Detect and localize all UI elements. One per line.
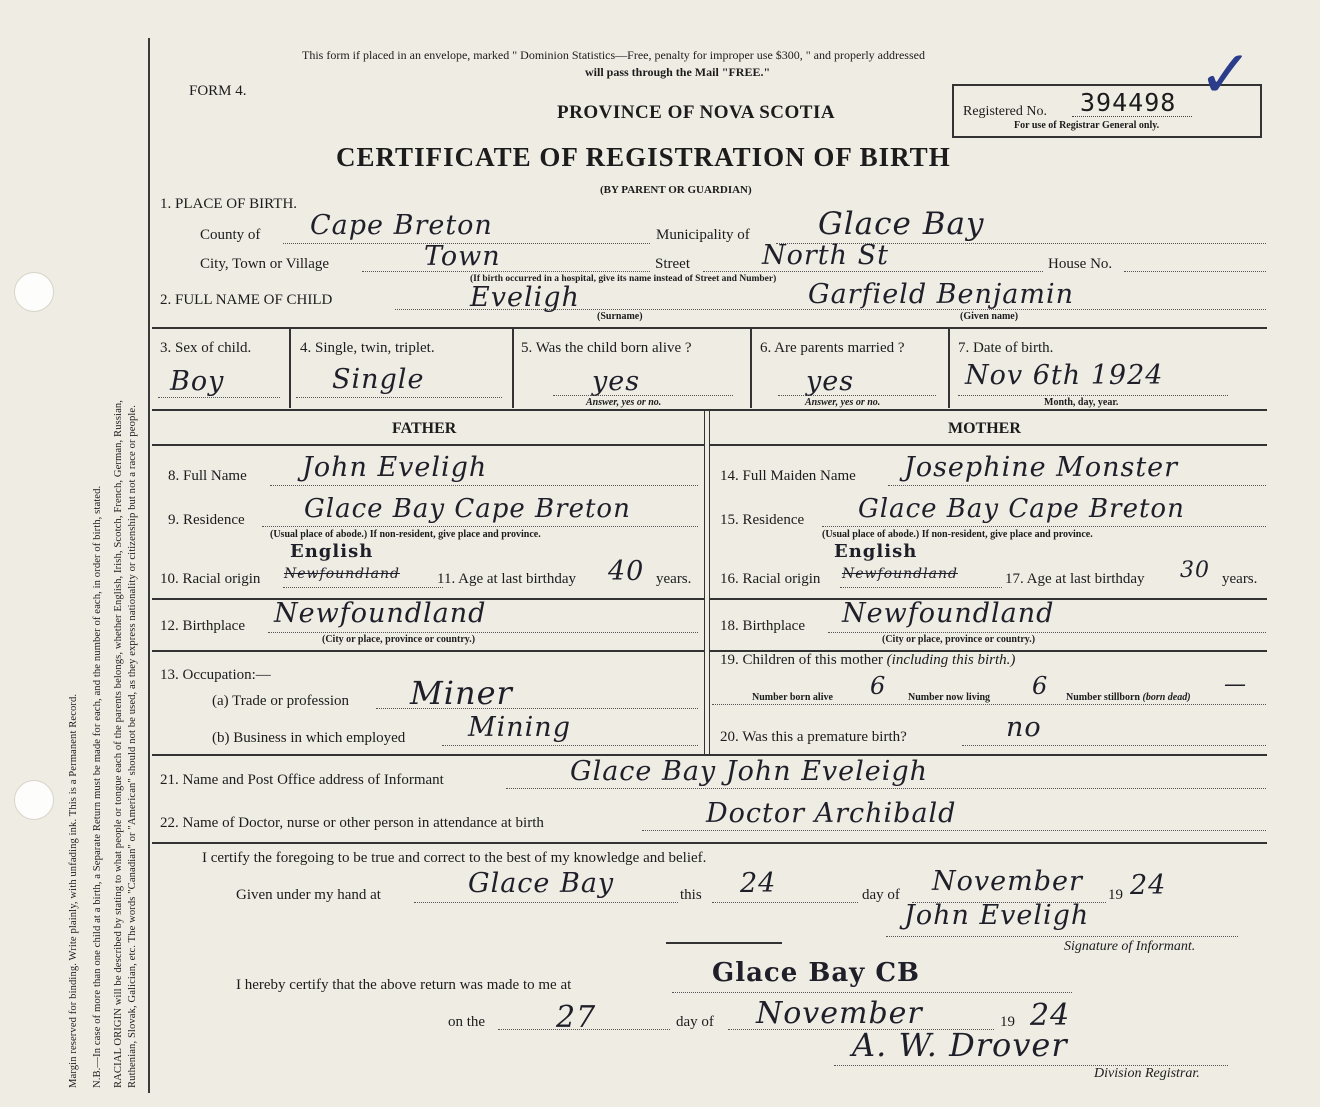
mother-residence-caption: (Usual place of abode.) If non-resident, give place and province. — [822, 529, 1093, 540]
hospital-note: (If birth occurred in a hospital, give its name instead of Street and Number) — [470, 274, 777, 284]
father-residence-caption: (Usual place of abode.) If non-resident, give place and province. — [270, 529, 541, 540]
premature-label: 20. Was this a premature birth? — [720, 729, 907, 745]
registrar-place-line — [672, 992, 1072, 993]
on-the-label: on the — [448, 1014, 486, 1030]
mother-age-value: 30 — [1180, 558, 1210, 583]
mother-name-label: 14. Full Maiden Name — [720, 468, 856, 484]
signature-line — [886, 936, 1238, 937]
informant-signature: John Eveligh — [904, 900, 1090, 931]
mother-heading: MOTHER — [948, 420, 1021, 437]
binding-hole-top — [14, 272, 54, 312]
child-given-name: Garfield Benjamin — [808, 279, 1074, 310]
born-alive-label: 5. Was the child born alive ? — [521, 340, 692, 356]
father-heading: FATHER — [392, 420, 457, 437]
father-racial-struck: Newfoundland — [284, 566, 400, 582]
registered-underline — [1072, 116, 1192, 117]
mother-residence-line — [822, 526, 1266, 527]
mother-birthplace-caption: (City or place, province or country.) — [882, 634, 1036, 645]
city-label: City, Town or Village — [200, 256, 330, 272]
postal-notice-2: will pass through the Mail "FREE." — [585, 65, 771, 79]
father-name-label: 8. Full Name — [168, 468, 247, 484]
province-heading: PROVINCE OF NOVA SCOTIA — [557, 102, 836, 123]
document-subtitle: (BY PARENT OR GUARDIAN) — [600, 184, 752, 196]
plurality-value: Single — [332, 364, 425, 395]
mother-racial-line — [840, 587, 1002, 588]
city-value: Town — [424, 241, 501, 272]
father-racial-line — [283, 587, 443, 588]
street-line — [703, 271, 1043, 272]
born-alive-count-label: Number born alive — [752, 692, 833, 703]
father-age-value: 40 — [608, 556, 645, 587]
parents-married-label: 6. Are parents married ? — [760, 340, 905, 356]
father-name-value: John Eveligh — [302, 452, 488, 483]
stillborn-value: — — [1224, 672, 1247, 697]
mother-racial-label: 16. Racial origin — [720, 571, 821, 587]
given-place-line — [414, 902, 678, 903]
informant-label: 21. Name and Post Office address of Informant — [160, 772, 444, 788]
registrar-signature: A. W. Drover — [852, 1026, 1068, 1064]
father-heading-rule — [152, 444, 704, 446]
registrar-caption: Division Registrar. — [1094, 1066, 1200, 1081]
check-mark-icon: ✓ — [1198, 36, 1254, 113]
surname-caption: (Surname) — [597, 311, 643, 322]
year-value: 24 — [1130, 870, 1167, 901]
stillborn-label: Number stillborn (born dead) — [1066, 692, 1191, 703]
mother-name-value: Josephine Monster — [904, 452, 1179, 483]
born-alive-caption: Answer, yes or no. — [586, 397, 662, 408]
given-under-label: Given under my hand at — [236, 887, 381, 903]
parents-married-value: yes — [806, 366, 855, 397]
mother-name-line — [888, 485, 1266, 486]
doctor-label: 22. Name of Doctor, nurse or other person in attendance at birth — [160, 815, 544, 831]
house-label: House No. — [1048, 256, 1113, 272]
mother-age-unit: years. — [1222, 571, 1258, 587]
parents-married-caption: Answer, yes or no. — [805, 397, 881, 408]
father-residence-value: Glace Bay Cape Breton — [304, 494, 631, 524]
reg-day-value: 27 — [556, 1000, 597, 1035]
doctor-line — [642, 830, 1266, 831]
plurality-label: 4. Single, twin, triplet. — [300, 340, 435, 356]
given-place-value: Glace Bay — [468, 868, 615, 899]
father-birthplace-label: 12. Birthplace — [160, 618, 245, 634]
premature-line — [962, 745, 1266, 746]
street-value: North St — [762, 240, 889, 271]
divider-details-2 — [512, 328, 514, 408]
this-label: this — [680, 887, 702, 903]
date-of-birth-label: 7. Date of birth. — [958, 340, 1054, 356]
business-label: (b) Business in which employed — [212, 730, 406, 746]
binding-hole-bottom — [14, 780, 54, 820]
child-name-label: 2. FULL NAME OF CHILD — [160, 292, 333, 308]
year-prefix: 19 — [1108, 887, 1123, 903]
registrar-place-value: Glace Bay CB — [712, 958, 921, 988]
father-birthplace-value: Newfoundland — [274, 598, 487, 629]
mother-birthplace-label: 18. Birthplace — [720, 618, 805, 634]
margin-note-1: Margin reserved for binding. Write plainly, with unfading ink. This is a Permanent Record. — [68, 693, 79, 1088]
day-line — [712, 902, 858, 903]
father-age-label: 11. Age at last birthday — [437, 571, 576, 587]
signature-caption: Signature of Informant. — [1064, 939, 1196, 954]
children-label: 19. Children of this mother (including this birth.) — [720, 652, 1016, 668]
doctor-value: Doctor Archibald — [706, 798, 957, 829]
house-line — [1124, 271, 1266, 272]
father-racial-value: English — [290, 541, 374, 562]
now-living-label: Number now living — [908, 692, 991, 703]
father-residence-label: 9. Residence — [168, 512, 245, 528]
sex-label: 3. Sex of child. — [160, 340, 252, 356]
mother-residence-label: 15. Residence — [720, 512, 805, 528]
reg-year-prefix: 19 — [1000, 1014, 1015, 1030]
trade-value: Miner — [410, 674, 513, 712]
place-of-birth-label: 1. PLACE OF BIRTH. — [160, 196, 298, 212]
divider-parents-middle — [704, 410, 710, 754]
sex-value: Boy — [170, 366, 225, 397]
reg-day-of-label: day of — [676, 1014, 714, 1030]
informant-line — [506, 788, 1266, 789]
born-alive-value: yes — [592, 366, 641, 397]
sex-line — [158, 397, 280, 398]
registrar-note: For use of Registrar General only. — [1014, 120, 1160, 131]
children-line — [712, 704, 1266, 705]
day-value: 24 — [740, 868, 777, 899]
father-age-unit: years. — [656, 571, 692, 587]
document-title: CERTIFICATE OF REGISTRATION OF BIRTH — [336, 142, 951, 172]
mother-birthplace-line — [828, 632, 1266, 633]
county-value: Cape Breton — [310, 210, 493, 241]
premature-value: no — [1006, 712, 1042, 743]
trade-label: (a) Trade or profession — [212, 693, 350, 709]
father-birthplace-rule — [152, 650, 704, 652]
father-racial-label: 10. Racial origin — [160, 571, 261, 587]
business-value: Mining — [468, 712, 571, 743]
divider-details-4 — [948, 328, 950, 408]
certification-separator — [666, 942, 782, 944]
occupation-label: 13. Occupation:— — [160, 667, 271, 683]
now-living-value: 6 — [1032, 672, 1049, 700]
divider-details-3 — [750, 328, 752, 408]
reg-year-value: 24 — [1030, 998, 1071, 1033]
certify-statement: I certify the foregoing to be true and correct to the best of my knowledge and belief. — [202, 850, 707, 866]
county-label: County of — [200, 227, 261, 243]
margin-note-3: RACIAL ORIGIN will be described by stating to what people or tongue each of the parents belongs, whether English, Irish, Scotch, French, German, Russian, — [113, 399, 124, 1088]
registered-label: Registered No. — [963, 104, 1047, 119]
mother-age-label: 17. Age at last birthday — [1005, 571, 1145, 587]
divider-child-details-top — [152, 327, 1267, 329]
father-name-line — [270, 485, 698, 486]
date-of-birth-caption: Month, day, year. — [1044, 397, 1119, 408]
postal-notice-1: This form if placed in an envelope, marked " Dominion Statistics—Free, penalty for improper use $300, " and properly addressed — [302, 48, 925, 62]
parents-married-line — [778, 395, 936, 396]
registered-number: 394498 — [1080, 88, 1177, 117]
child-surname: Eveligh — [470, 282, 580, 313]
registrar-statement: I hereby certify that the above return was made to me at — [236, 977, 572, 993]
mother-birthplace-value: Newfoundland — [842, 598, 1055, 629]
business-line — [442, 745, 698, 746]
father-residence-line — [262, 526, 698, 527]
divider-certification-top — [152, 842, 1267, 844]
month-value: November — [932, 866, 1083, 897]
father-birthplace-caption: (City or place, province or country.) — [322, 634, 476, 645]
reg-month-value: November — [756, 996, 923, 1031]
binding-margin-line — [148, 38, 150, 1093]
form-number: FORM 4. — [189, 83, 247, 99]
mother-racial-struck: Newfoundland — [842, 566, 958, 582]
informant-value: Glace Bay John Eveleigh — [570, 756, 929, 787]
given-name-caption: (Given name) — [960, 311, 1019, 322]
margin-note-2: N.B.—In case of more than one child at a birth, a Separate Return must be made for each, and the number of each, in order of birth, stated. — [92, 485, 103, 1088]
plurality-line — [296, 397, 502, 398]
date-of-birth-value: Nov 6th 1924 — [965, 360, 1164, 391]
street-label: Street — [655, 256, 690, 272]
divider-details-1 — [289, 328, 291, 408]
municipality-value: Glace Bay — [818, 206, 985, 242]
date-of-birth-line — [958, 395, 1228, 396]
mother-heading-rule — [710, 444, 1267, 446]
city-line — [362, 271, 650, 272]
born-alive-count-value: 6 — [870, 672, 887, 700]
born-alive-line — [553, 395, 733, 396]
margin-note-4: Ruthenian, Slovak, Galician, etc. The words "Canadian" or "American" should not be used, as they express nationality or citizenship but not a race or people. — [127, 405, 138, 1088]
municipality-label: Municipality of — [656, 227, 750, 243]
day-of-label: day of — [862, 887, 900, 903]
father-birthplace-line — [268, 632, 698, 633]
mother-racial-value: English — [834, 541, 918, 562]
mother-residence-value: Glace Bay Cape Breton — [858, 494, 1185, 524]
